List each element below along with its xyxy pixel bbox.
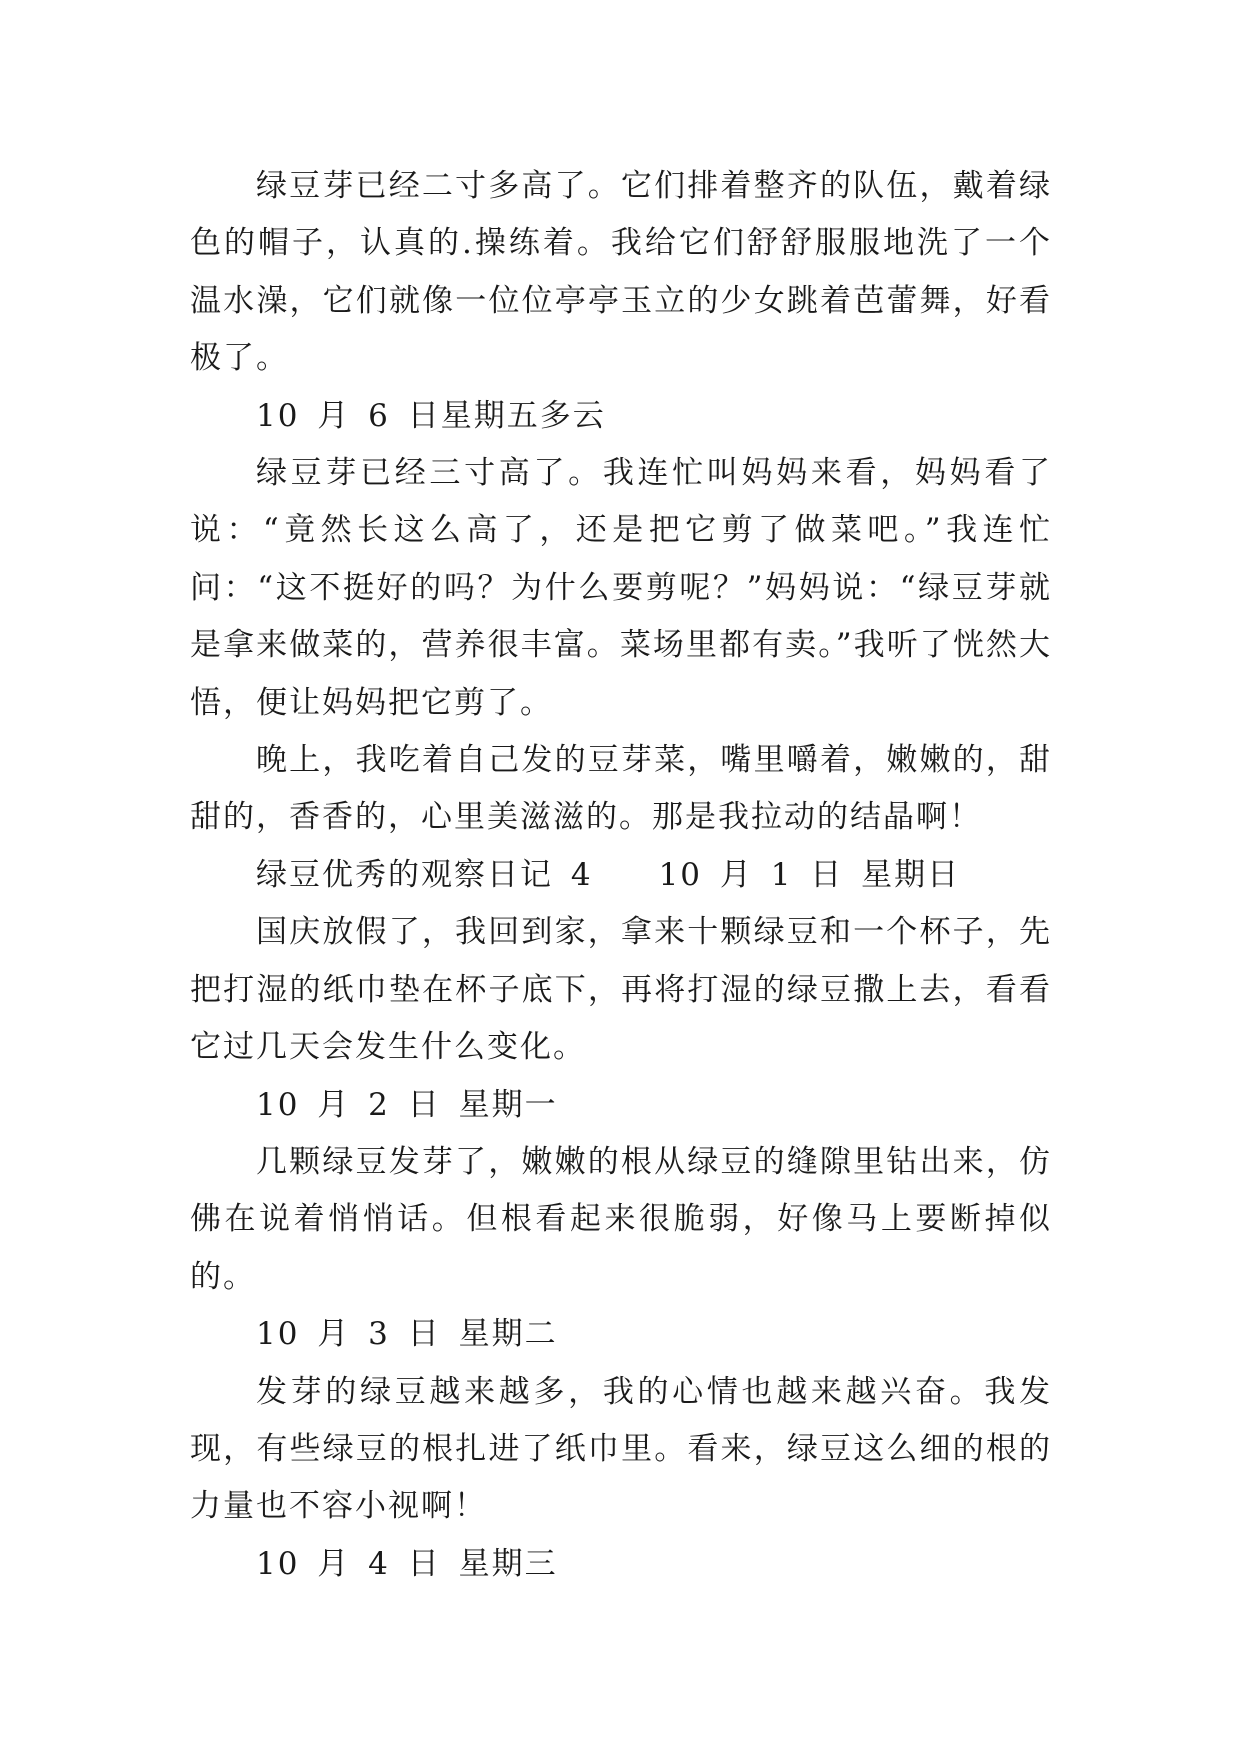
paragraph-first-sprouts: 几颗绿豆发芽了，嫩嫩的根从绿豆的缝隙里钻出来，仿佛在说着悄悄话。但根看起来很脆弱，好像马上要断掉似的。 bbox=[190, 1143, 1052, 1295]
paragraph-national-day-start: 国庆放假了，我回到家，拿来十颗绿豆和一个杯子，先把打湿的纸巾垫在杯子底下，再将打湿的绿豆撒上去，看看它过几天会发生什么变化。 bbox=[190, 914, 1052, 1066]
date-heading-oct-6: 10 月 6 日星期五多云 bbox=[256, 397, 606, 434]
document-body bbox=[190, 158, 1052, 1593]
date-heading-oct-2: 10 月 2 日 星期一 bbox=[256, 1086, 558, 1123]
date-heading-oct-4: 10 月 4 日 星期三 bbox=[256, 1545, 558, 1582]
section-heading-diary-4: 绿豆优秀的观察日记 4 10 月 1 日 星期日 bbox=[256, 856, 961, 893]
paragraph-mom-cuts-sprouts: 绿豆芽已经三寸高了。我连忙叫妈妈来看，妈妈看了说：“竟然长这么高了，还是把它剪了做菜吧。”我连忙问：“这不挺好的吗？为什么要剪呢？”妈妈说：“绿豆芽就是拿来做菜的，营养很丰富。菜场里都有卖。”我听了恍然大悟，便让妈妈把它剪了。 bbox=[190, 455, 1052, 721]
paragraph-roots-into-tissue: 发芽的绿豆越来越多，我的心情也越来越兴奋。我发现，有些绿豆的根扎进了纸巾里。看来，绿豆这么细的根的力量也不容小视啊！ bbox=[190, 1373, 1052, 1525]
paragraph-evening-meal: 晚上，我吃着自己发的豆芽菜，嘴里嚼着，嫩嫩的，甜甜的，香香的，心里美滋滋的。那是我拉动的结晶啊！ bbox=[190, 742, 1052, 836]
paragraph-bean-sprout-morning-bath: 绿豆芽已经二寸多高了。它们排着整齐的队伍，戴着绿色的帽子，认真的.操练着。我给它们舒舒服服地洗了一个温水澡，它们就像一位位亭亭玉立的少女跳着芭蕾舞，好看极了。 bbox=[190, 168, 1052, 377]
date-heading-oct-3: 10 月 3 日 星期二 bbox=[256, 1316, 558, 1353]
